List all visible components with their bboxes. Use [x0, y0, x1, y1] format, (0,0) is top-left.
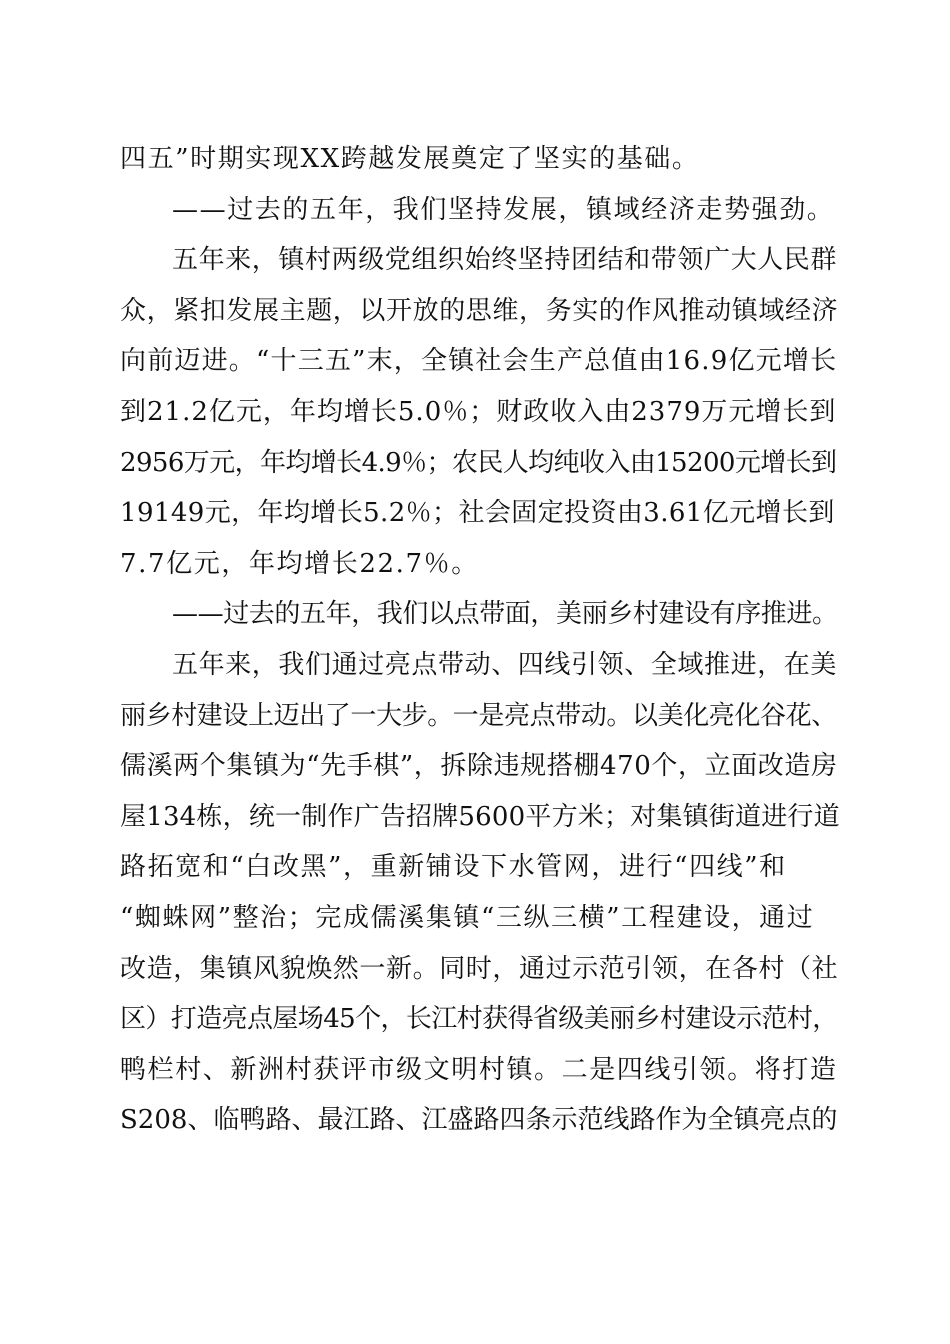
text-line: 2956万元，年均增长4.9％；农民人均纯收入由15200元增长到 — [120, 447, 837, 478]
text-line: S208、临鸭路、最江路、江盛路四条示范线路作为全镇亮点的 — [120, 1105, 838, 1136]
text-line: 儒溪两个集镇为“先手棋”，拆除违规搭棚470个，立面改造房 — [120, 751, 838, 782]
text-line: 19149元，年均增长5.2％；社会固定投资由3.61亿元增长到 — [120, 498, 835, 529]
paragraph-first-line: 五年来，镇村两级党组织始终坚持团结和带领广大人民群 — [172, 245, 838, 276]
text-line: 路拓宽和“白改黑”，重新铺设下水管网，进行“四线”和 — [120, 852, 787, 883]
section-heading-line: ——过去的五年，我们以点带面，美丽乡村建设有序推进。 — [172, 599, 838, 630]
section-heading-line: ——过去的五年，我们坚持发展，镇域经济走势强劲。 — [172, 194, 835, 225]
text-line: 众，紧扣发展主题，以开放的思维，务实的作风推动镇域经济 — [120, 295, 839, 326]
text-line: 四五”时期实现XX跨越发展奠定了坚实的基础。 — [120, 144, 700, 174]
text-line: 改造，集镇风貌焕然一新。同时，通过示范引领，在各村（社 — [120, 953, 839, 984]
text-line: 向前迈进。“十三五”末，全镇社会生产总值由16.9亿元增长 — [120, 346, 838, 377]
text-line: 7.7亿元，年均增长22.7％。 — [120, 548, 479, 579]
text-line: 区）打造亮点屋场45个，长江村获得省级美丽乡村建设示范村， — [120, 1004, 838, 1035]
text-line: 到21.2亿元，年均增长5.0％；财政收入由2379万元增长到 — [120, 396, 837, 427]
text-line: “蜘蛛网”整治；完成儒溪集镇“三纵三横”工程建设，通过 — [120, 902, 815, 933]
text-line: 屋134栋，统一制作广告招牌5600平方米；对集镇街道进行道 — [120, 801, 840, 832]
paragraph-first-line: 五年来，我们通过亮点带动、四线引领、全域推进，在美 — [172, 649, 838, 680]
body-text — [120, 134, 840, 1146]
text-line: 丽乡村建设上迈出了一大步。一是亮点带动。以美化亮化谷花、 — [120, 700, 837, 731]
text-line: 鸭栏村、新洲村获评市级文明村镇。二是四线引领。将打造 — [120, 1054, 838, 1085]
